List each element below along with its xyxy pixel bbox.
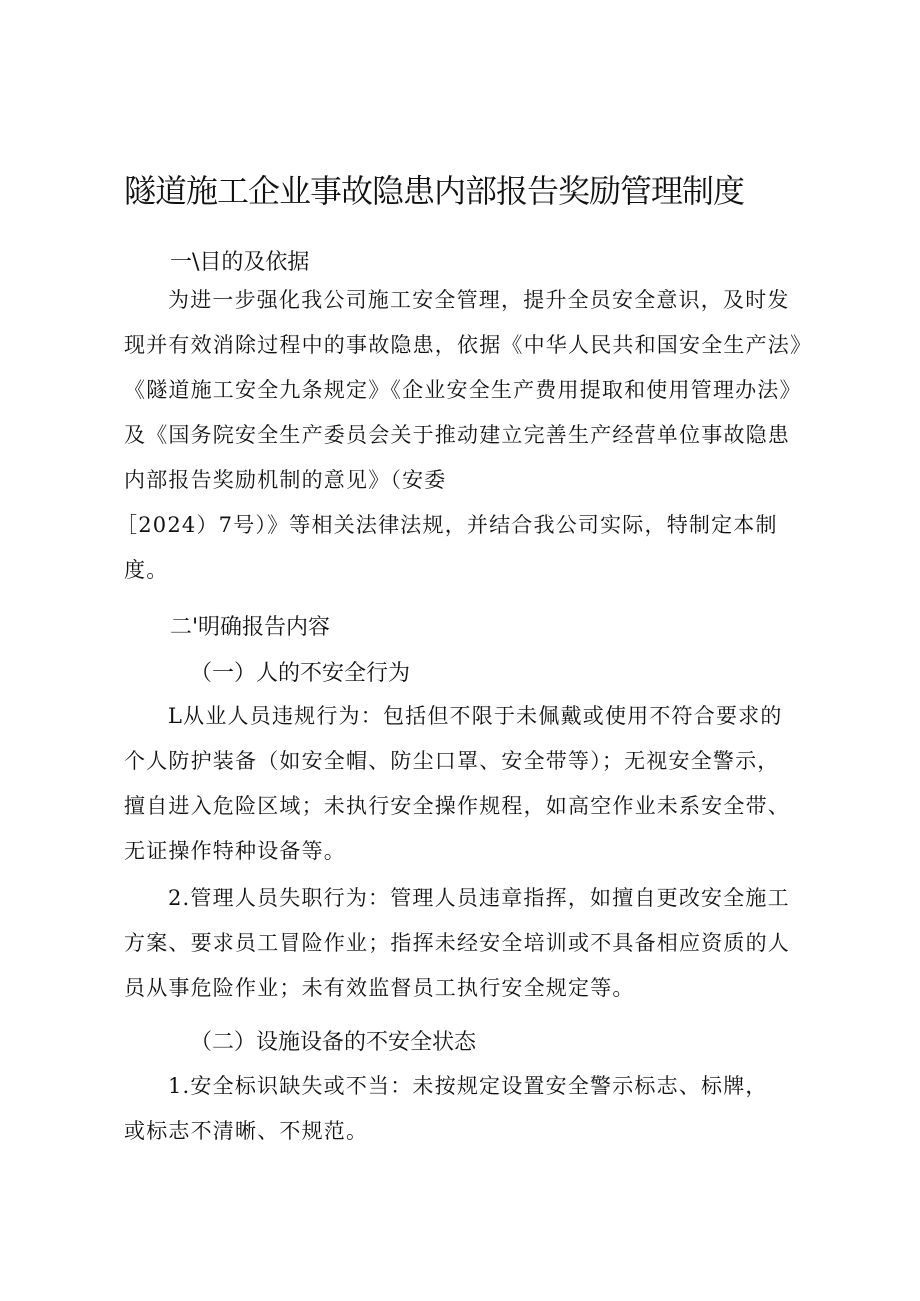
paragraph-line: 1.安全标识缺失或不当：未按规定设置安全警示标志、标牌， — [168, 1074, 768, 1098]
paragraph-line: 2.管理人员失职行为：管理人员违章指挥，如擅自更改安全施工 — [168, 886, 790, 910]
paragraph-line: L从业人员违规行为：包括但不限于未佩戴或使用不符合要求的 — [168, 704, 783, 728]
paragraph-line: 现并有效消除过程中的事故隐患，依据《中华人民共和国安全生产法》 — [124, 333, 813, 357]
section-heading-purpose: 一\目的及依据 — [170, 250, 310, 275]
unsafe-behavior-item-2 — [124, 876, 824, 1011]
paragraph-line: 无证操作特种设备等。 — [124, 839, 346, 863]
paragraph-line: 《隧道施工安全九条规定》《企业安全生产费用提取和使用管理办法》 — [124, 378, 802, 402]
paragraph-line: 员从事危险作业；未有效监督员工执行安全规定等。 — [124, 976, 635, 1000]
unsafe-equipment-item-1 — [124, 1064, 824, 1154]
sub-heading-unsafe-behavior: （一）人的不安全行为 — [190, 661, 411, 686]
purpose-paragraph — [116, 278, 824, 593]
paragraph-line: 内部报告奖励机制的意见》（安委 — [124, 468, 447, 492]
paragraph-line: 擅自进入危险区域；未执行安全操作规程，如高空作业未系安全带、 — [124, 794, 790, 818]
paragraph-line: 度。 — [124, 558, 169, 582]
paragraph-line: 或标志不清晰、不规范。 — [124, 1119, 369, 1143]
unsafe-behavior-item-1 — [124, 694, 824, 874]
section-heading-report-content: 二'明确报告内容 — [170, 615, 331, 640]
document-title: 隧道施工企业事故隐患内部报告奖励管理制度 — [124, 172, 745, 210]
paragraph-line: ［2024）7号）》等相关法律法规，并结合我公司实际，特制定本制 — [116, 513, 778, 537]
sub-heading-unsafe-equipment: （二）设施设备的不安全状态 — [190, 1030, 477, 1055]
paragraph-line: 为进一步强化我公司施工安全管理，提升全员安全意识，及时发 — [168, 288, 790, 312]
paragraph-line: 及《国务院安全生产委员会关于推动建立完善生产经营单位事故隐患 — [124, 423, 790, 447]
paragraph-line: 个人防护装备（如安全帽、防尘口罩、安全带等）；无视安全警示， — [124, 749, 780, 773]
paragraph-line: 方案、要求员工冒险作业；指挥未经安全培训或不具备相应资质的人 — [124, 931, 790, 955]
